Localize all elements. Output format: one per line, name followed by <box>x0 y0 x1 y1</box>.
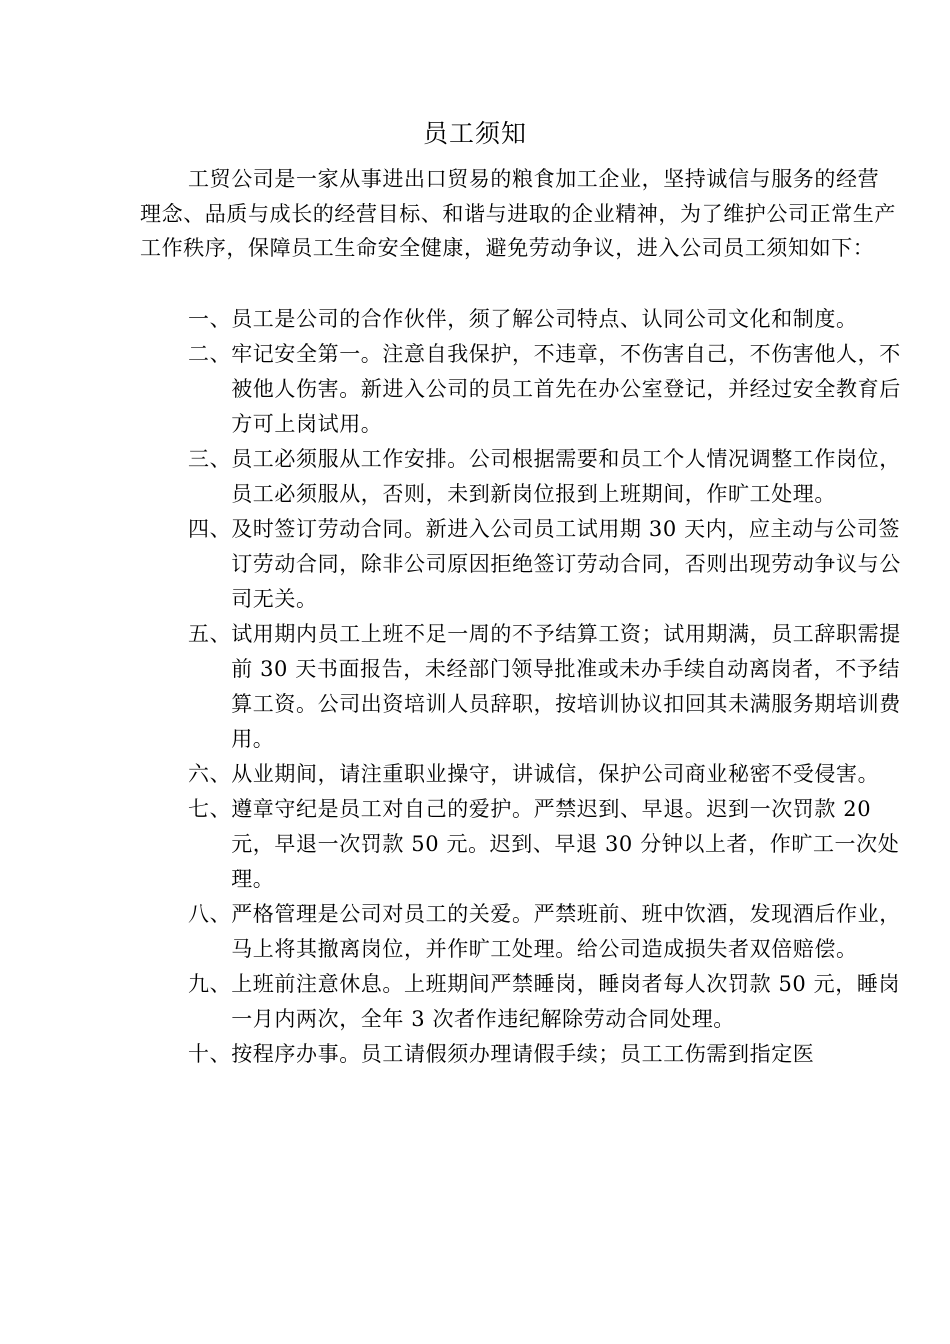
rule-text: 上班前注意休息。上班期间严禁睡岗，睡岗者每人次罚款 50 元，睡岗一月内两次，全年 3 次者作违纪解除劳动合同处理。 <box>231 972 901 1031</box>
rule-item <box>188 617 904 757</box>
rule-item <box>188 792 904 897</box>
rule-text: 及时签订劳动合同。新进入公司员工试用期 30 天内，应主动与公司签订劳动合同，除非公司原因拒绝签订劳动合同，否则出现劳动争议与公司无关。 <box>231 517 901 611</box>
rule-item <box>188 897 904 967</box>
rule-number: 六、 <box>188 762 232 786</box>
rule-number: 十、 <box>188 1042 232 1066</box>
rule-item <box>188 757 904 792</box>
rules-list <box>188 302 904 1072</box>
rule-item <box>188 967 904 1037</box>
rule-text: 员工必须服从工作安排。公司根据需要和员工个人情况调整工作岗位，员工必须服从，否则，未到新岗位报到上班期间，作旷工处理。 <box>231 447 901 506</box>
rule-text: 试用期内员工上班不足一周的不予结算工资；试用期满，员工辞职需提前 30 天书面报告，未经部门领导批准或未办手续自动离岗者，不予结算工资。公司出资培训人员辞职，按培训协议扣回其未满服务期培训费用。 <box>231 622 901 751</box>
rule-number: 五、 <box>188 622 232 646</box>
rule-number: 二、 <box>188 342 232 366</box>
rule-number: 八、 <box>188 902 232 926</box>
rule-number: 四、 <box>188 517 232 541</box>
rule-text: 严格管理是公司对员工的关爱。严禁班前、班中饮酒，发现酒后作业，马上将其撤离岗位，并作旷工处理。给公司造成损失者双倍赔偿。 <box>231 902 901 961</box>
rule-text: 遵章守纪是员工对自己的爱护。严禁迟到、早退。迟到一次罚款 20 元，早退一次罚款 50 元。迟到、早退 30 分钟以上者，作旷工一次处理。 <box>231 797 900 891</box>
rule-text: 按程序办事。员工请假须办理请假手续；员工工伤需到指定医 <box>231 1042 815 1066</box>
intro-paragraph: 工贸公司是一家从事进出口贸易的粮食加工企业，坚持诚信与服务的经营理念、品质与成长的经营目标、和谐与进取的企业精神，为了维护公司正常生产工作秩序，保障员工生命安全健康，避免劳动争议，进入公司员工须知如下： <box>140 167 896 260</box>
rule-text: 从业期间，请注重职业操守，讲诚信，保护公司商业秘密不受侵害。 <box>231 762 880 786</box>
rule-item <box>188 512 904 617</box>
document-title: 员工须知 <box>422 119 527 148</box>
rule-item <box>188 302 904 337</box>
rule-number: 三、 <box>188 447 232 471</box>
rule-item <box>188 442 904 512</box>
rule-number: 一、 <box>188 307 232 331</box>
rule-item <box>188 337 904 442</box>
rule-number: 七、 <box>188 797 232 821</box>
rule-number: 九、 <box>188 972 232 996</box>
rule-item <box>188 1037 904 1072</box>
rule-text: 牢记安全第一。注意自我保护，不违章，不伤害自己，不伤害他人，不被他人伤害。新进入公司的员工首先在办公室登记，并经过安全教育后方可上岗试用。 <box>231 342 901 436</box>
rule-text: 员工是公司的合作伙伴，须了解公司特点、认同公司文化和制度。 <box>231 307 858 331</box>
